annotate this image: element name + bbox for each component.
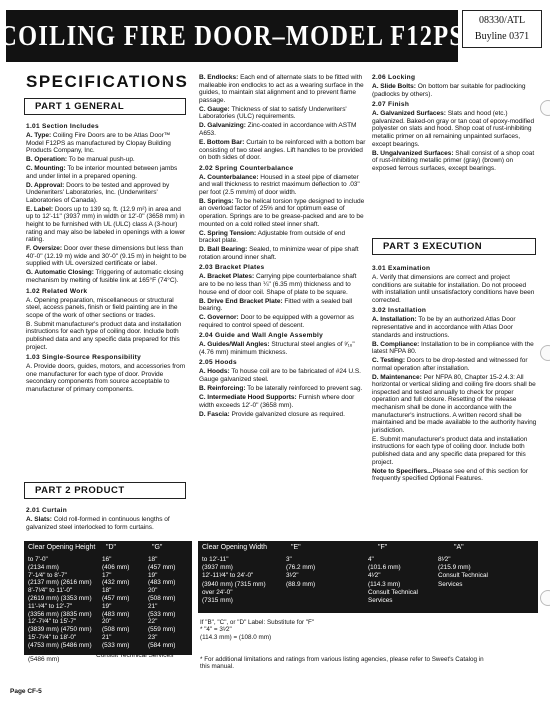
binder-hole-top — [540, 100, 550, 116]
height-table-cell: (533 mm) — [102, 641, 130, 649]
width-table-cell: (114.3 mm) — [368, 580, 401, 588]
height-table-cell: 22" — [148, 618, 158, 626]
height-table-cell: (457 mm) — [102, 595, 130, 602]
height-table-cell: 18" — [148, 556, 158, 563]
section-2-05-title: 2.05 Hoods — [199, 359, 237, 367]
width-table-cell: over 24'-0" — [202, 588, 233, 596]
section-code-box — [462, 10, 542, 48]
height-table-cell: 18" — [102, 587, 112, 595]
item-2-05-c: C. Intermediate Hood Supports: Furnish where door width exceeds 12'-0" (3658 mm). — [199, 394, 355, 409]
height-table-cell: (584 mm) — [148, 641, 176, 649]
column-1 — [26, 120, 189, 395]
section-2-03-title: 2.03 Bracket Plates — [199, 264, 265, 272]
width-table-cell: (3937 mm) — [202, 564, 233, 572]
item-2-02-c: C. Spring Tension: Adjustable from outside of end bracket plate. — [199, 229, 346, 245]
height-table-cell: (3356 mm) (3835 mm) — [28, 610, 92, 618]
note-to-specifiers: Note to Specifiers...Please see end of this section for frequently specified Optional Features. — [372, 467, 528, 483]
height-table-cell: (483 mm) — [148, 579, 176, 587]
item-3-02-c: C. Testing: Doors to be drop-tested and witnessed for normal operation after installation. — [372, 357, 528, 372]
height-table-cell: (3839 mm) (4750 mm) — [28, 626, 92, 634]
section-1-03-title: 1.03 Single-Source Responsibility — [26, 354, 142, 362]
height-table-cell: 20" — [102, 618, 112, 626]
section-3-02-title: 3.02 Installation — [372, 307, 427, 315]
height-table-cell: 11'-¹⁄4" to 12'-7" — [28, 602, 73, 610]
height-table-cell: (483 mm) — [102, 610, 130, 618]
width-table-cell: 4" — [368, 556, 374, 563]
item-2-02-b: B. Springs: To be helical torsion type designed to include an overload factor of 25% and for optimum ease of operation. Springs are to be grease-packed and are to be mounted on a cold rolled steel inner shaft. — [199, 197, 365, 228]
width-table-cell: Services — [368, 597, 393, 604]
item-2-01-c: C. Gauge: Thickness of slat to satisfy Underwriters' Laboratories (ULC) requirements. — [199, 105, 347, 121]
height-table-cell: (406 mm) — [102, 563, 130, 571]
height-table-cell: (533 mm) — [148, 610, 176, 618]
specifications-heading: SPECIFICATIONS — [26, 72, 189, 91]
title-banner — [0, 10, 465, 62]
height-table-cell: 8'-7¹⁄4" to 11'-0" — [28, 587, 73, 595]
section-3-01-title: 3.01 Examination — [372, 265, 431, 272]
height-table-cell: (508 mm) — [102, 626, 130, 634]
item-1-01-d: D. Approval: Doors to be tested and approved by Underwriters' Laboratories, Inc. (Underwriters' Laboratories of Canada). — [26, 181, 170, 204]
item-2-03-b: B. Drive End Bracket Plate: Fitted with a sealed ball bearing. — [199, 297, 353, 313]
item-2-02-a: A. Counterbalance: Housed in a steel pipe of diameter and wall thickness to restrict maximum deflection to .03" per foot (2.5 mm/m) of door width. — [199, 173, 360, 196]
substitution-line-3: (114.3 mm) = (108.0 mm) — [200, 633, 272, 641]
width-table-header-f: "F" — [378, 544, 388, 551]
document-title: COILING FIRE DOOR–MODEL F12PS — [0, 19, 465, 52]
height-table-cell: 19" — [102, 602, 112, 610]
buyline-code: Buyline 0371 — [474, 31, 530, 42]
item-2-05-d: D. Fascia: Provide galvanized closure as required. — [199, 410, 345, 418]
item-3-02-a: A. Installation: To be by an authorized Atlas Door representative and in accordance with Atlas Door standards and instructions. — [372, 316, 516, 339]
width-table-cell: Services — [438, 580, 463, 588]
item-2-01-d: D. Galvanizing: Zinc-coated in accordance with ASTM A653. — [199, 122, 357, 137]
column-3 — [372, 74, 538, 174]
item-1-01-c: C. Mounting: To be interior mounted between jambs and under lintel in a prepared opening. — [26, 165, 178, 180]
part3-heading — [372, 238, 536, 255]
item-2-02-d: D. Ball Bearing: Sealed, to minimize wear of pipe shaft rotation around inner shaft. — [199, 246, 359, 261]
width-table-cell: Consult Technical — [438, 572, 488, 580]
width-table-cell: 3¹⁄2" — [286, 572, 299, 580]
item-1-01-e: E. Label: Doors up to 139 sq. ft. (12.9 m²) in area and up to 12'-11" (3937 mm) in width or 12'-0" (3658 mm) in height to be furnished with UL (ULC) class A (3-hour) rating and may also be labeled in openings with a lower rating. — [26, 205, 186, 244]
column-3-part3 — [372, 262, 538, 484]
height-table-cell: 12'-7¹⁄4" to 15'-7" — [28, 618, 77, 626]
item-1-01-g: G. Automatic Closing: Triggering of automatic closing mechanism by melting of fusible link at 165°F (74°C). — [26, 269, 184, 285]
height-table-cell: 7'-1⁄4" to 8'-7" — [28, 571, 67, 579]
height-table-cell: 15'-7¹⁄4" to 18'-0" — [28, 634, 77, 641]
height-table-cell: 20" — [148, 587, 158, 595]
item-2-03-a: A. Bracket Plates: Carrying pipe counterbalance shaft are to be no less than ¼" (6.35 mm) thickness and to house end of door coil. Shape of plate to be square. — [199, 273, 357, 296]
item-1-03-a: A. Provide doors, guides, motors, and accessories from one manufacturer for each type of door. Provide secondary components from source acceptable to manufacturer of primary components. — [26, 363, 186, 393]
item-2-01-b: B. Endlocks: Each end of alternate slats to be fitted with malleable iron endlocks to act as a wearing surface in the guides, to maintain slat alignment and to prevent flame passage. — [199, 74, 364, 104]
height-table-cell: (508 mm) — [148, 595, 176, 602]
width-table-cell: 12'-11¹⁄4" to 24'-0" — [202, 572, 254, 580]
item-2-04-a: A. Guides/Wall Angles: Structural steel angles of ³⁄₁₆" (4.76 mm) minimum thickness. — [199, 341, 355, 356]
item-2-06-a: A. Slide Bolts: On bottom bar suitable for padlocking (padlocks by others). — [372, 82, 526, 98]
item-2-07-a: A. Galvanized Surfaces: Slats and hood (etc.) galvanized. Baked-on gray or tan coat of epoxy-modified polyester on slats and hood. Shop coat of rust-inhibiting metallic primer on all remaining unpainted surfaces, except bearings. — [372, 110, 535, 148]
width-table-cell: (101.6 mm) — [368, 564, 401, 572]
item-3-02-d: D. Maintenance: Per NFPA 80, Chapter 15-2.4.3: All horizontal or vertical sliding and coiling fire doors shall be inspected and tested annually to check for proper operation and full closure. Resetting of the release mechanism shall be done in accordance with the manufacturer's instructions. A written record shall be maintained and be made available to the authority having jurisdiction. — [372, 373, 537, 434]
height-table-cell: (2134 mm) — [28, 563, 59, 571]
item-3-02-e: E. Submit manufacturer's product data and installation instructions for each type of coiling door. Include both published data and any specific data prepared for this project. — [372, 435, 528, 466]
part1-heading — [24, 98, 186, 115]
column-2 — [199, 74, 366, 420]
width-table — [198, 541, 538, 613]
item-1-02-a: A. Opening preparation, miscellaneous or structural steel, access panels, finish or field painting are in the scope of the work of other sections or trades. — [26, 296, 178, 319]
height-table — [24, 541, 192, 655]
item-2-01-e: E. Bottom Bar: Curtain to be reinforced with a bottom bar consisting of two steel angles. Lift handles to be provided on both sides of door. — [199, 138, 366, 162]
binder-hole-bottom — [540, 590, 550, 606]
binder-hole-middle — [540, 345, 550, 361]
section-2-06-title: 2.06 Locking — [372, 74, 416, 81]
width-table-header-width: Clear Opening Width — [202, 544, 267, 551]
label-substitution-note — [200, 619, 536, 641]
page-number: Page CF-5 — [10, 688, 42, 695]
section-2-02-title: 2.02 Spring Counterbalance — [199, 164, 294, 172]
width-table-cell: (215.9 mm) — [438, 564, 471, 572]
item-2-07-b: B. Ungalvanized Surfaces: Shall consist of a shop coat of rust-inhibiting metallic primer (gray) (brown) on exposed ferrous surfaces, except bearings. — [372, 149, 535, 172]
item-2-01-a: A. Slats: Cold roll-formed in continuous lengths of galvanized steel interlocked to form curtains. — [26, 515, 170, 531]
width-table-cell: Consult Technical — [368, 588, 418, 596]
height-table-cell: (2619 mm) (3353 mm) — [28, 595, 92, 602]
height-table-cell: to 7'-0" — [28, 556, 48, 563]
height-last-label: over 18'-0" — [28, 648, 59, 655]
height-last-mm: (5486 mm) — [28, 655, 60, 663]
width-table-cell: to 12'-11" — [202, 556, 229, 563]
width-table-cell: (76.2 mm) — [286, 564, 316, 572]
height-table-header-g: "G" — [152, 544, 163, 551]
height-table-cell: (457 mm) — [148, 563, 176, 571]
height-table-cell: 19" — [148, 571, 158, 579]
item-2-03-c: C. Governor: Door to be equipped with a governor as required to control speed of descent. — [199, 314, 354, 329]
section-2-04-title: 2.04 Guide and Wall Angle Assembly — [199, 332, 324, 340]
height-table-header-height: Clear Opening Height — [28, 544, 96, 551]
section-code: 08330/ATL — [478, 15, 526, 26]
height-table-cell: 21" — [102, 634, 112, 641]
section-2-07-title: 2.07 Finish — [372, 101, 410, 109]
height-table-last-note-wrap — [96, 652, 192, 660]
substitution-line-1: If "B", "C", or "D" Label: Substitute for "F" — [200, 619, 315, 626]
column-1-bottom — [26, 504, 189, 533]
width-table-cell: (7315 mm) — [202, 597, 233, 604]
table-footnote: * For additional limitations and ratings from various listing agencies, please refer to Sweet's Catalog in this manual. — [200, 656, 484, 671]
item-1-01-b: B. Operation: To be manual push-up. — [26, 156, 135, 164]
width-table-header-a: "A" — [454, 544, 464, 551]
width-table-cell: 3" — [286, 556, 292, 563]
section-1-01-title: 1.01 Section Includes — [26, 123, 99, 130]
substitution-line-2: * "4" = 3¹⁄2" — [200, 626, 232, 634]
height-table-cell: (2137 mm) (2616 mm) — [28, 579, 92, 587]
item-3-02-b: B. Compliance: Installation to be in compliance with the latest NFPA 80. — [372, 340, 534, 356]
item-1-01-a: A. Type: Coiling Fire Doors are to be Atlas Door™ Model F12PS as manufactured by Clopay Building Products Company, Inc. — [26, 131, 171, 155]
width-table-cell: (3940 mm) (7315 mm) — [202, 580, 266, 588]
part2-heading — [24, 482, 186, 499]
part3-label: PART 3 EXECUTION — [383, 241, 483, 252]
height-table-cell: (559 mm) — [148, 626, 176, 634]
height-table-cell: 17" — [102, 571, 112, 579]
width-table-cell: 8¹⁄2" — [438, 556, 451, 563]
height-table-header-d: "D" — [106, 544, 117, 551]
height-table-cell: 23" — [148, 634, 158, 641]
part1-label: PART 1 GENERAL — [35, 101, 125, 112]
width-table-header-e: "E" — [291, 544, 301, 551]
item-1-02-b: B. Submit manufacturer's product data and installation instructions for each type of coiling door. Include both published data and any specific data prepared for this project. — [26, 320, 182, 351]
height-last-note: Consult Technical Services — [96, 652, 174, 659]
section-1-02-title: 1.02 Related Work — [26, 287, 88, 295]
item-2-05-a: A. Hoods: To house coil are to be fabricated of #24 U.S. Gauge galvanized steel. — [199, 368, 361, 384]
item-2-05-b: B. Reinforcing: To be laterally reinforced to prevent sag. — [199, 385, 363, 393]
height-table-cell: (4753 mm) (5486 mm) — [28, 641, 92, 649]
item-3-01-a: A. Verify that dimensions are correct and project conditions are suitable for installation. Do not proceed with installation until unsatisfactory conditions have been corrected. — [372, 273, 535, 304]
width-table-cell: 4¹⁄2" — [368, 572, 381, 580]
section-2-01-title: 2.01 Curtain — [26, 507, 68, 514]
height-table-cell: 21" — [148, 602, 158, 610]
part2-label: PART 2 PRODUCT — [35, 485, 125, 496]
height-table-cell: 16" — [102, 556, 112, 563]
height-table-cell: (432 mm) — [102, 579, 130, 587]
item-1-01-f: F. Oversize: Door over these dimensions but less than 40'-0" (12.19 m) wide and 30'-0" (9.15 m) in height to be supplied with UL oversized certificate or label. — [26, 245, 187, 268]
width-table-cell: (88.9 mm) — [286, 580, 316, 588]
